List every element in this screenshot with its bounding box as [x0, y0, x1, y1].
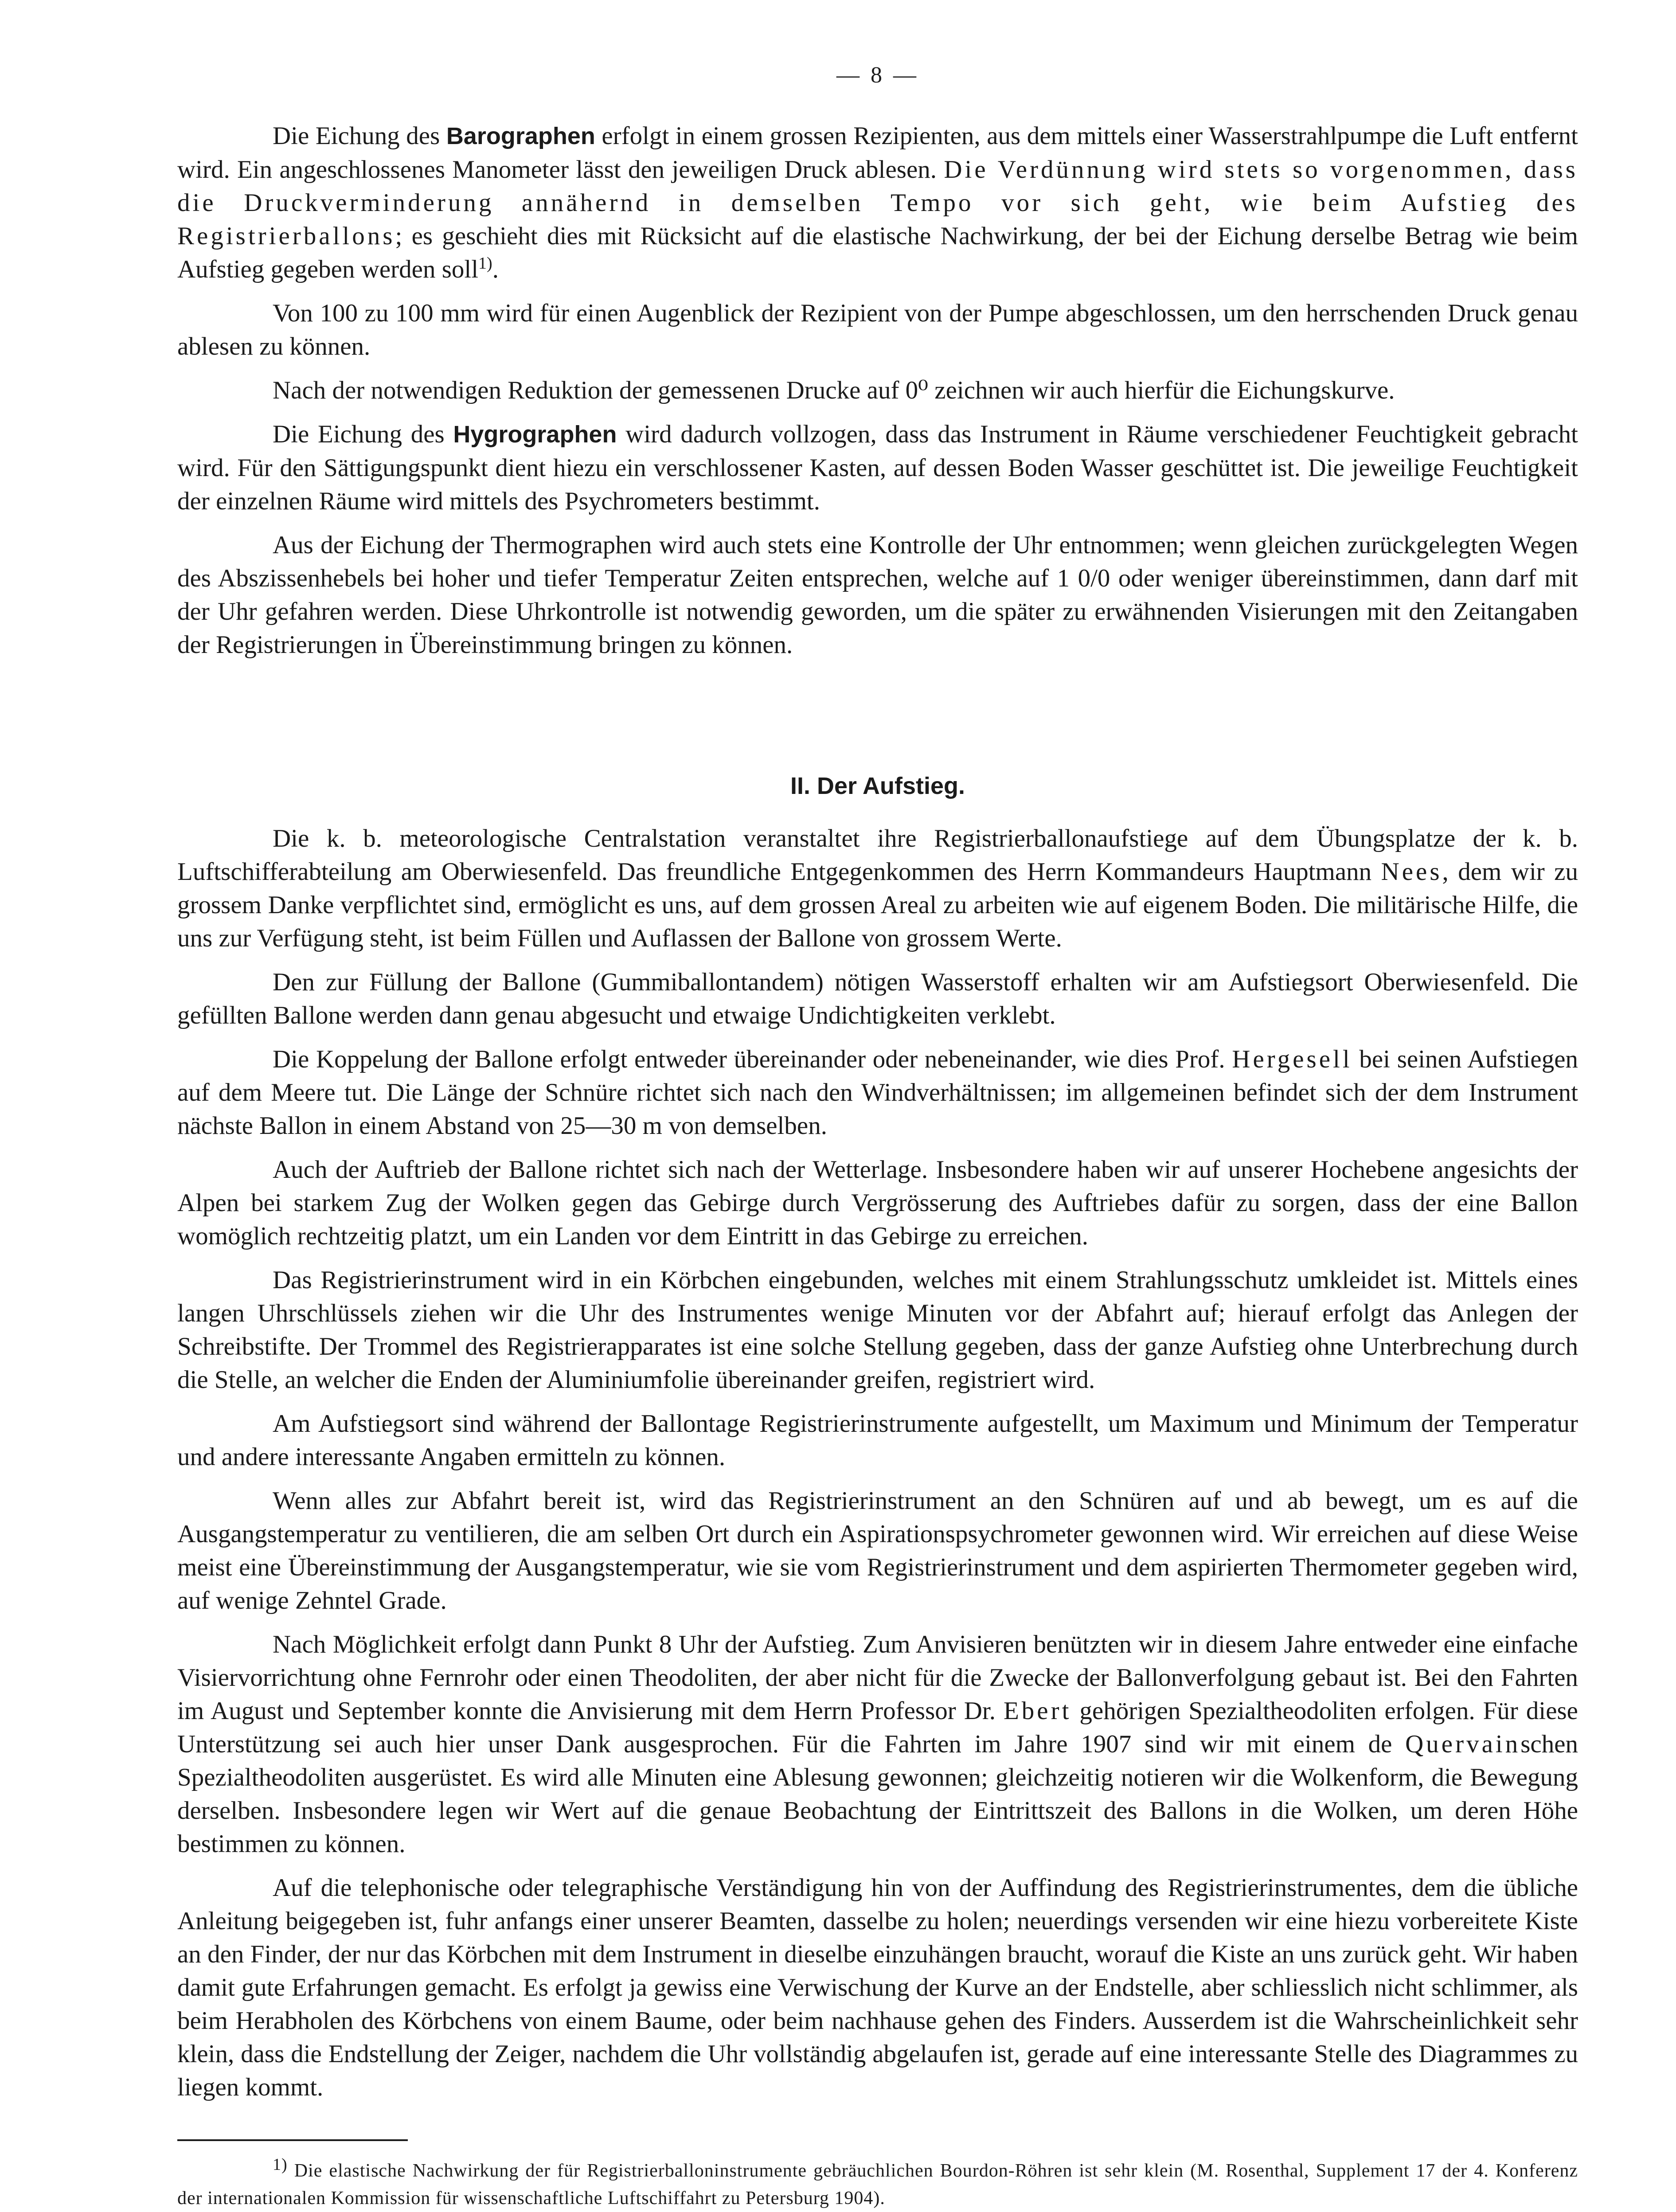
paragraph-ground-instruments: Am Aufstiegsort sind während der Ballontage Registrierinstrumente aufgestellt, um Maximum und Minimum der Temperatur und andere interessante Angaben ermitteln zu können.	[177, 1410, 1578, 1471]
text-run: , dem wir zu grossem Danke verpflichtet sind, ermöglicht es uns, auf dem grossen Areal zu arbeiten wie auf eigenem Boden. Die militärische Hilfe, die uns zur Verfügung steht, ist beim Füllen und Auflassen der Ballone von grossem Werte.	[177, 858, 1578, 952]
footnote-marker: 1)	[273, 2155, 288, 2174]
paragraph-pressure-reduction: Nach der notwendigen Reduktion der gemessenen Drucke auf 0⁰ zeichnen wir auch hierfür die Eichungskurve.	[273, 376, 1395, 404]
paragraph-instrument-recovery: Auf die telephonische oder telegraphische Verständigung hin von der Auffindung des Registrierinstrumentes, dem die übliche Anleitung beigegeben ist, fuhr anfangs einer unserer Beamten, dasselbe zu holen; neuerdings versenden wir eine hiezu vorbereitete Kiste an den Finder, der nur das Körbchen mit dem Instrument in dieselbe einzuhängen braucht, worauf die Kiste an uns zurück geht. Wir haben damit gute Erfahrungen gemacht. Es erfolgt ja gewiss eine Verwischung der Kurve an der Endstelle, aber schliesslich nicht schlimmer, als beim Herabholen des Körbchens von einem Baume, oder beim nachhause gehen des Finders. Ausserdem ist die Wahrscheinlichkeit sehr klein, dass die Endstellung der Zeiger, nachdem die Uhr vollständig abgelaufen ist, gerade auf eine interessante Stelle des Diagrammes zu liegen kommt.	[177, 1874, 1578, 2101]
page-number: — 8 —	[836, 63, 919, 88]
text-run: schen Spezialtheodoliten ausgerüstet. Es wird alle Minuten eine Ablesung gewonnen; gleichzeitig notieren wir die Wolkenform, die Bewegung derselben. Insbesondere legen wir Wert auf die genaue Beobachtung der Eintrittszeit des Ballons in die Wolken, um deren Höhe bestimmen zu können.	[177, 1730, 1578, 1858]
section-heading: II. Der Aufstieg.	[790, 773, 965, 799]
footnote-divider	[177, 2139, 408, 2141]
text-run: Die k. b. meteorologische Centralstation veranstaltet ihre Registrierballonaufstiege auf dem Übungsplatze der k. b. Luftschifferabteilung am Oberwiesenfeld. Das freundliche Entgegenkommen des Herrn Kommandeurs Hauptmann	[177, 825, 1578, 886]
term-barographen: Barographen	[446, 123, 595, 149]
text-run: Die Koppelung der Ballone erfolgt entweder übereinander oder nebeneinander, wie dies Prof.	[273, 1045, 1232, 1073]
text-run: .	[492, 255, 499, 283]
text-run: wird dadurch vollzogen, dass das Instrument in Räume verschiedener Feuchtigkeit gebracht wird. Für den Sättigungspunkt dient hiezu ein verschlossener Kasten, auf dessen Boden Wasser geschüttet ist. Die jeweilige Feuchtigkeit der einzelnen Räume wird mittels des Psychrometers bestimmt.	[177, 420, 1578, 515]
paragraph-instrument-preparation: Das Registrierinstrument wird in ein Körbchen eingebunden, welches mit einem Strahlungsschutz umkleidet ist. Mittels eines langen Uhrschlüssels ziehen wir die Uhr des Instrumentes wenige Minuten vor der Abfahrt auf; hierauf erfolgt das Anlegen der Schreibstifte. Der Trommel des Registrierapparates ist eine solche Stellung gegeben, dass der ganze Aufstieg ohne Unterbrechung durch die Stelle, an welcher die Enden der Aluminiumfolie übereinander greifen, registriert wird.	[177, 1266, 1578, 1394]
person-name-ebert: Ebert	[1003, 1697, 1072, 1725]
text-run: Nach Möglichkeit erfolgt dann Punkt 8 Uhr der Aufstieg. Zum Anvisieren benützten wir in diesem Jahre entweder eine einfache Visiervorrichtung ohne Fernrohr oder einen Theodoliten, der aber nicht für die Zwecke der Ballonverfolgung gebaut ist. Bei den Fahrten im August und September konnte die Anvisierung mit dem Herrn Professor Dr.	[177, 1630, 1578, 1725]
text-run: erfolgt in einem grossen Rezipienten, aus dem mittels einer Wasserstrahlpumpe die Luft entfernt wird. Ein angeschlossenes Manometer lässt den jeweiligen Druck ablesen.	[177, 122, 1578, 184]
text-run: ; es geschieht dies mit Rücksicht auf die elastische Nachwirkung, der bei der Eichung derselbe Betrag wie beim Aufstieg gegeben werden soll	[177, 222, 1578, 283]
footnote	[177, 2157, 1578, 2212]
paragraph-hydrogen-filling: Den zur Füllung der Ballone (Gummiballontandem) nötigen Wasserstoff erhalten wir am Aufstiegsort Oberwiesenfeld. Die gefüllten Ballone werden dann genau abgesucht und etwaige Undichtigkeiten verklebt.	[177, 968, 1578, 1029]
paragraph-buoyancy: Auch der Auftrieb der Ballone richtet sich nach der Wetterlage. Insbesondere haben wir auf unserer Hochebene angesichts der Alpen bei starkem Zug der Wolken gegen das Gebirge durch Vergrösserung des Auftriebes dafür zu sorgen, dass der eine Ballon womöglich rechtzeitig platzt, um ein Landen vor dem Eintritt in das Gebirge zu erreichen.	[177, 1156, 1578, 1250]
document-page	[177, 62, 1578, 2212]
person-name-hergesell: Hergesell	[1232, 1045, 1352, 1073]
person-name-quervain: Quervain	[1405, 1730, 1521, 1758]
text-run: Die Eichung des	[273, 122, 446, 150]
paragraph-balloon-coupling	[177, 1043, 1578, 1142]
text-run: gehörigen Spezialtheodoliten erfolgen. Für diese Unterstützung sei auch hier unser Dank ausgesprochen. Für die Fahrten im Jahre 1907 sind wir mit einem de	[177, 1697, 1578, 1758]
paragraph-launch-and-tracking	[177, 1628, 1578, 1860]
footnote-text: Die elastische Nachwirkung der für Registrierballoninstrumente gebräuchlichen Bourdon-Röhren ist sehr klein (M. Rosenthal, Supplement 17 der 4. Konferenz der internationalen Kommission für wissenschaftliche Luftschiffahrt zu Petersburg 1904).	[177, 2161, 1578, 2208]
footnote-marker: 1)	[478, 254, 492, 273]
paragraph-hygrograph-calibration	[177, 418, 1578, 518]
paragraph-ventilation: Wenn alles zur Abfahrt bereit ist, wird das Registrierinstrument an den Schnüren auf und ab bewegt, um es auf die Ausgangstemperatur zu ventilieren, die am selben Ort durch ein Aspirationspsychrometer gewonnen wird. Wir erreichen auf diese Weise meist eine Übereinstimmung der Ausgangstemperatur, wie sie vom Registrierinstrument und dem aspirierten Thermometer gegeben wird, auf wenige Zehntel Grade.	[177, 1487, 1578, 1614]
paragraph-recipient-closure: Von 100 zu 100 mm wird für einen Augenblick der Rezipient von der Pumpe abgeschlossen, um den herrschenden Druck genau ablesen zu können.	[177, 299, 1578, 360]
paragraph-barograph-calibration	[177, 119, 1578, 286]
text-run: Die Eichung des	[273, 420, 453, 448]
text-run: bei seinen Aufstiegen auf dem Meere tut. Die Länge der Schnüre richtet sich nach den Windverhältnissen; im allgemeinen befindet sich der dem Instrument nächste Ballon in einem Abstand von 25—30 m von demselben.	[177, 1045, 1578, 1140]
paragraph-thermograph-clock-check: Aus der Eichung der Thermographen wird auch stets eine Kontrolle der Uhr entnommen; wenn gleichen zurückgelegten Wegen des Abszissenhebels bei hoher und tiefer Temperatur Zeiten entsprechen, welche auf 1 0/0 oder weniger übereinstimmen, dann darf mit der Uhr gefahren werden. Diese Uhrkontrolle ist notwendig geworden, um die später zu erwähnenden Visierungen mit den Zeitangaben der Registrierungen in Übereinstimmung bringen zu können.	[177, 531, 1578, 659]
term-hygrographen: Hygrographen	[453, 421, 617, 448]
person-name-nees: Nees	[1381, 858, 1442, 886]
emphasized-text: Die Verdünnung wird stets so vorgenommen, dass die Druckverminderung annähernd in demselben Tempo vor sich geht, wie beim Aufstieg des Registrierballons	[177, 156, 1578, 250]
paragraph-ascent-organisation	[177, 822, 1578, 955]
